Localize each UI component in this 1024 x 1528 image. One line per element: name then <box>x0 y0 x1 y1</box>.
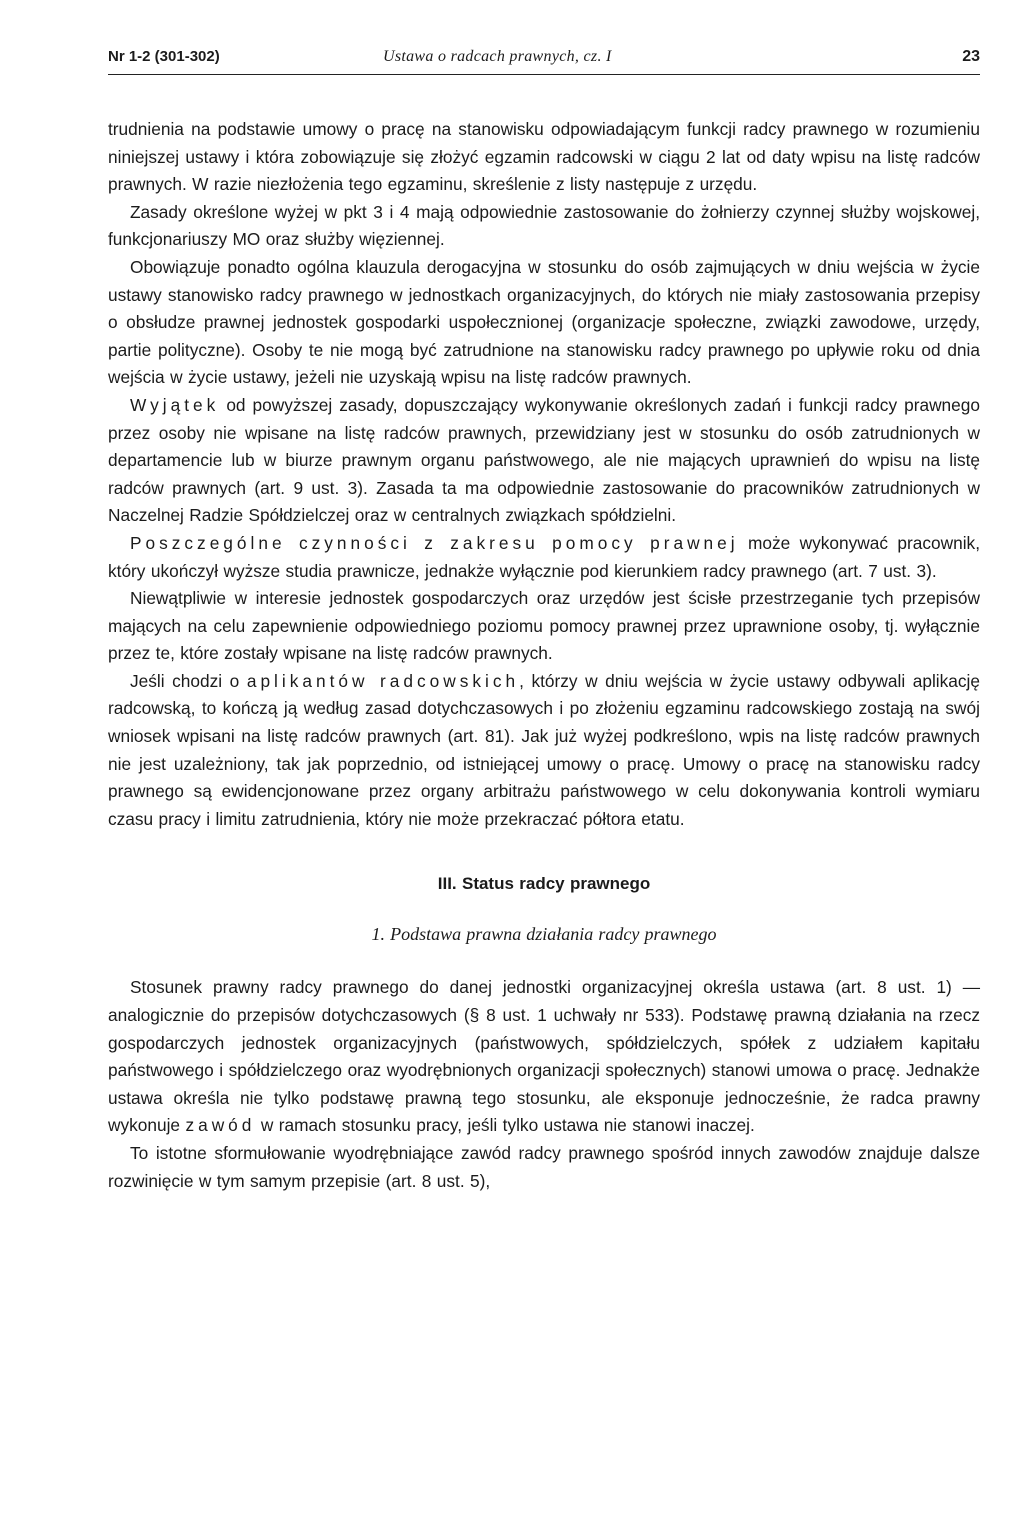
body-text <box>108 116 980 1195</box>
document-page <box>108 42 980 1195</box>
spaced-emphasis: aplikantów radcowskich <box>246 670 520 691</box>
paragraph: Zasady określone wyżej w pkt 3 i 4 mają odpowiednie zastosowanie do żołnierzy czynnej służby wojskowej, funkcjonariuszy MO oraz służby więziennej. <box>108 201 980 250</box>
paragraph: Niewątpliwie w interesie jednostek gospodarczych oraz urzędów jest ścisłe przestrzeganie tych przepisów mających na celu zapewnienie odpowiedniego poziomu pomocy prawnej przez uprawnione osoby, tj. wyłącznie przez te, które zostały wpisane na listę radców prawnych. <box>108 588 980 664</box>
spaced-emphasis: Poszczególne czynności z zakresu pomocy prawnej <box>130 532 739 553</box>
header-rule <box>108 74 980 75</box>
paragraph-text: może wykonywać pracownik, który ukończył wyższe studia prawnicze, jednakże wyłącznie pod kierunkiem radcy prawnego (art. 7 ust. 3). <box>108 532 980 581</box>
paragraph-text: od powyższej zasady, dopuszczający wykonywanie określonych zadań i funkcji radcy prawnego przez osoby nie wpisane na listę radców prawnych, przewidziany jest w stosunku do osób zatrudnionych w departamencie lub w biurze prawnym organu państwowego, ale nie mających uprawnień do wpisu na listę radców prawnych (art. 9 ust. 3). Zasada ta ma odpowiednie zastosowanie do pracowników zatrudnionych w Naczelnej Radzie Spółdzielczej oraz w centralnych związkach spółdzielni. <box>108 394 980 526</box>
paragraph <box>108 530 980 585</box>
spaced-emphasis: zawód <box>185 1115 256 1136</box>
paragraph <box>108 668 980 834</box>
spaced-emphasis: Wyjątek <box>130 394 220 415</box>
section-heading: III. Status radcy prawnego <box>437 874 651 894</box>
paragraph <box>108 392 980 530</box>
paragraph-text: Jeśli chodzi o <box>130 670 247 691</box>
paragraph <box>108 974 980 1140</box>
paragraph-text: w ramach stosunku pracy, jeśli tylko ustawa nie stanowi inaczej. <box>255 1115 755 1136</box>
paragraph: Obowiązuje ponadto ogólna klauzula derogacyjna w stosunku do osób zajmujących w dniu wejścia w życie ustawy stanowisko radcy prawnego w jednostkach organizacyjnych, do których nie miały zastosowania przepisy o obsłudze prawnej jednostek gospodarki uspołecznionej (organizacje społeczne, związki zawodowe, urzędy, partie polityczne). Osoby te nie mogą być zatrudnione na stanowisku radcy prawnego po upływie roku od dnia wejścia w życie ustawy, jeżeli nie uzyskają wpisu na listę radców prawnych. <box>108 256 980 388</box>
paragraph: trudnienia na podstawie umowy o pracę na stanowisku odpowiadającym funkcji radcy prawnego w rozumieniu niniejszej ustawy i która zobowiązuje się złożyć egzamin radcowski w ciągu 2 lat od daty wpisu na listę radców prawnych. W razie niezłożenia tego egzaminu, skreślenie z listy następuje z urzędu. <box>108 119 980 195</box>
issue-number: Nr 1-2 (301-302) <box>108 48 220 65</box>
subsection-heading: 1. Podstawa prawna działania radcy prawnego <box>371 924 717 945</box>
page-number: 23 <box>962 48 980 65</box>
paragraph: To istotne sformułowanie wyodrębniające zawód radcy prawnego spośród innych zawodów znajduje dalsze rozwinięcie w tym samym przepisie (art. 8 ust. 5), <box>108 1143 980 1191</box>
paragraph-text: , którzy w dniu wejścia w życie ustawy odbywali aplikację radcowską, to kończą ją według zasad dotychczasowych i po złożeniu egzaminu radcowskiego zostają na swój wniosek wpisani na listę radców prawnych (art. 81). Jak już wyżej podkreślono, wpis na listę radców prawnych nie jest uzależniony, tak jak poprzednio, od istniejącej umowy o pracę. Umowy o pracę na stanowisku radcy prawnego są ewidencjonowane przez organy arbitrażu państwowego w celu dokonywania kontroli wymiaru czasu pracy i limitu zatrudnienia, który nie może przekraczać półtora etatu. <box>108 670 980 829</box>
paragraph-text: Stosunek prawny radcy prawnego do danej jednostki organizacyjnej określa ustawa (art. 8 ust. 1) — analogicznie do przepisów dotychczasowych (§ 8 ust. 1 uchwały nr 533). Podstawę prawną działania na rzecz gospodarczych jednostek organizacyjnych (państwowych, spółdzielczych, spółek z udziałem kapitału państwowego i spółdzielczego oraz wyodrębnionych organizacji społecznych) stanowi umowa o pracę. Jednakże ustawa określa nie tylko podstawę prawną tego stosunku, ale eksponuje jednocześnie, że radca prawny wykonuje <box>108 977 980 1136</box>
running-title: Ustawa o radcach prawnych, cz. I <box>383 48 612 65</box>
running-header <box>108 42 980 72</box>
